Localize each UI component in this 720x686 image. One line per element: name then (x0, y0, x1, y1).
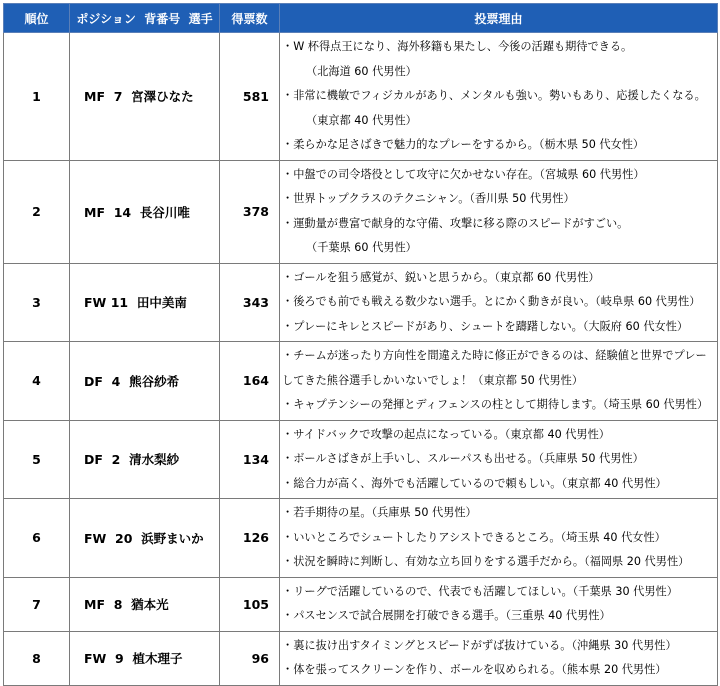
rank-cell: 7 (4, 577, 70, 631)
table-row (4, 160, 718, 263)
reason-line: ・リーグで活躍しているので、代表でも活躍してほしい。（千葉県 30 代男性） (282, 584, 678, 598)
header-player: ポジション 背番号 選手 (70, 4, 220, 33)
table-row (4, 577, 718, 631)
rank-cell: 4 (4, 342, 70, 421)
reason-line: （北海道 60 代男性） (306, 64, 417, 78)
reason-line: ・チームが迷ったり方向性を間違えた時に修正ができるのは、経験値と世界でプレーしてきた熊谷選手しかいないでしょ！（東京都 50 代男性） (282, 349, 707, 387)
table-row (4, 342, 718, 421)
jersey-number: 9 (115, 651, 124, 666)
position: MF (84, 597, 105, 612)
header-votes: 得票数 (220, 4, 280, 33)
votes-cell: 378 (220, 160, 280, 263)
player-name: 田中美南 (136, 295, 187, 311)
rank-cell: 8 (4, 631, 70, 685)
reason-line: ・裏に抜け出すタイミングとスピードがずば抜けている。（沖縄県 30 代男性） (282, 638, 677, 652)
player-cell (70, 33, 220, 161)
reason-line: ・中盤での司令塔役として攻守に欠かせない存在。（宮城県 60 代男性） (282, 167, 645, 181)
reason-line: ・サイドバックで攻撃の起点になっている。（東京都 40 代男性） (282, 427, 610, 441)
reasons-cell (280, 631, 718, 685)
rank-cell: 5 (4, 420, 70, 499)
jersey-number: 11 (110, 295, 129, 311)
table-row (4, 499, 718, 578)
position: FW (84, 530, 107, 546)
votes-cell: 581 (220, 33, 280, 161)
rank-cell: 1 (4, 33, 70, 161)
reason-line: ・総合力が高く、海外でも活躍しているので頼もしい。（東京都 40 代男性） (282, 476, 667, 490)
player-name: 植木理子 (132, 651, 183, 666)
reason-line: ・W 杯得点王になり、海外移籍も果たし、今後の活躍も期待できる。 (282, 40, 633, 53)
votes-cell: 164 (220, 342, 280, 421)
player-name: 長谷川唯 (139, 204, 190, 220)
reason-line: ・状況を瞬時に判断し、有効な立ち回りをする選手だから。（福岡県 20 代男性） (282, 555, 690, 568)
votes-cell: 105 (220, 577, 280, 631)
jersey-number: 2 (111, 452, 121, 468)
reasons-cell (280, 499, 718, 578)
rank-cell: 6 (4, 499, 70, 578)
player-cell (70, 420, 220, 499)
position: MF (84, 204, 105, 220)
player-cell (70, 263, 220, 342)
reasons-cell (280, 33, 718, 161)
reason-line: ・世界トップクラスのテクニシャン。（香川県 50 代男性） (282, 192, 575, 205)
reason-line: ・後ろでも前でも戦える数少ない選手。とにかく動きが良い。（岐阜県 60 代男性） (282, 295, 701, 308)
table-row (4, 631, 718, 685)
reason-line: ・若手期待の星。（兵庫県 50 代男性） (282, 506, 477, 519)
reason-line: ・パスセンスで試合展開を打破できる選手。（三重県 40 代男性） (282, 609, 611, 622)
player-name: 宮澤ひなた (131, 89, 194, 105)
reason-line: ・体を張ってスクリーンを作り、ボールを収められる。（熊本県 20 代男性） (282, 663, 667, 676)
votes-cell: 343 (220, 263, 280, 342)
votes-cell: 126 (220, 499, 280, 578)
reason-line: ・柔らかな足さばきで魅力的なプレーをするから。（栃木県 50 代女性） (282, 138, 645, 151)
reasons-cell (280, 263, 718, 342)
jersey-number: 8 (113, 597, 123, 612)
reason-line: ・運動量が豊富で献身的な守備、攻撃に移る際のスピードがすごい。 (282, 216, 629, 230)
reasons-cell (280, 342, 718, 421)
rank-cell: 3 (4, 263, 70, 342)
reason-line: （千葉県 60 代男性） (306, 241, 417, 254)
votes-cell: 134 (220, 420, 280, 499)
table-header-row (4, 4, 718, 33)
jersey-number: 14 (113, 204, 132, 220)
table-row (4, 263, 718, 342)
table-body (4, 33, 718, 686)
reasons-cell (280, 420, 718, 499)
ranking-table (3, 3, 718, 686)
position: MF (84, 89, 105, 105)
votes-cell: 96 (220, 631, 280, 685)
reason-line: ・非常に機敏でフィジカルがあり、メンタルも強い。勢いもあり、応援したくなる。 (282, 89, 706, 102)
reason-line: ・プレーにキレとスピードがあり、シュートを躊躇しない。（大阪府 60 代女性） (282, 319, 689, 333)
player-cell (70, 160, 220, 263)
jersey-number: 7 (113, 89, 123, 105)
header-rank: 順位 (4, 4, 70, 33)
reason-line: ・ゴールを狙う感覚が、鋭いと思うから。（東京都 60 代男性） (282, 270, 600, 284)
jersey-number: 4 (111, 373, 121, 389)
reason-line: ・いいところでシュートしたりアシストできるところ。（埼玉県 40 代女性） (282, 530, 666, 544)
header-reasons: 投票理由 (280, 4, 718, 33)
reason-line: （東京都 40 代男性） (306, 113, 417, 127)
rank-cell: 2 (4, 160, 70, 263)
table-row (4, 33, 718, 161)
player-cell (70, 577, 220, 631)
table-row (4, 420, 718, 499)
position: FW (84, 295, 107, 311)
player-cell (70, 342, 220, 421)
position: FW (84, 651, 107, 666)
position: DF (84, 373, 103, 389)
player-name: 清水梨紗 (129, 452, 180, 468)
reason-line: ・ボールさばきが上手いし、スルーパスも出せる。（兵庫県 50 代男性） (282, 452, 644, 465)
player-cell (70, 631, 220, 685)
player-cell (70, 499, 220, 578)
player-name: 浜野まいか (141, 530, 204, 546)
reason-line: ・キャプテンシーの発揮とディフェンスの柱として期待します。（埼玉県 60 代男性） (282, 398, 709, 411)
reasons-cell (280, 160, 718, 263)
player-name: 熊谷紗希 (129, 373, 180, 389)
position: DF (84, 452, 103, 468)
reasons-cell (280, 577, 718, 631)
player-name: 猶本光 (131, 597, 169, 612)
jersey-number: 20 (115, 530, 133, 546)
